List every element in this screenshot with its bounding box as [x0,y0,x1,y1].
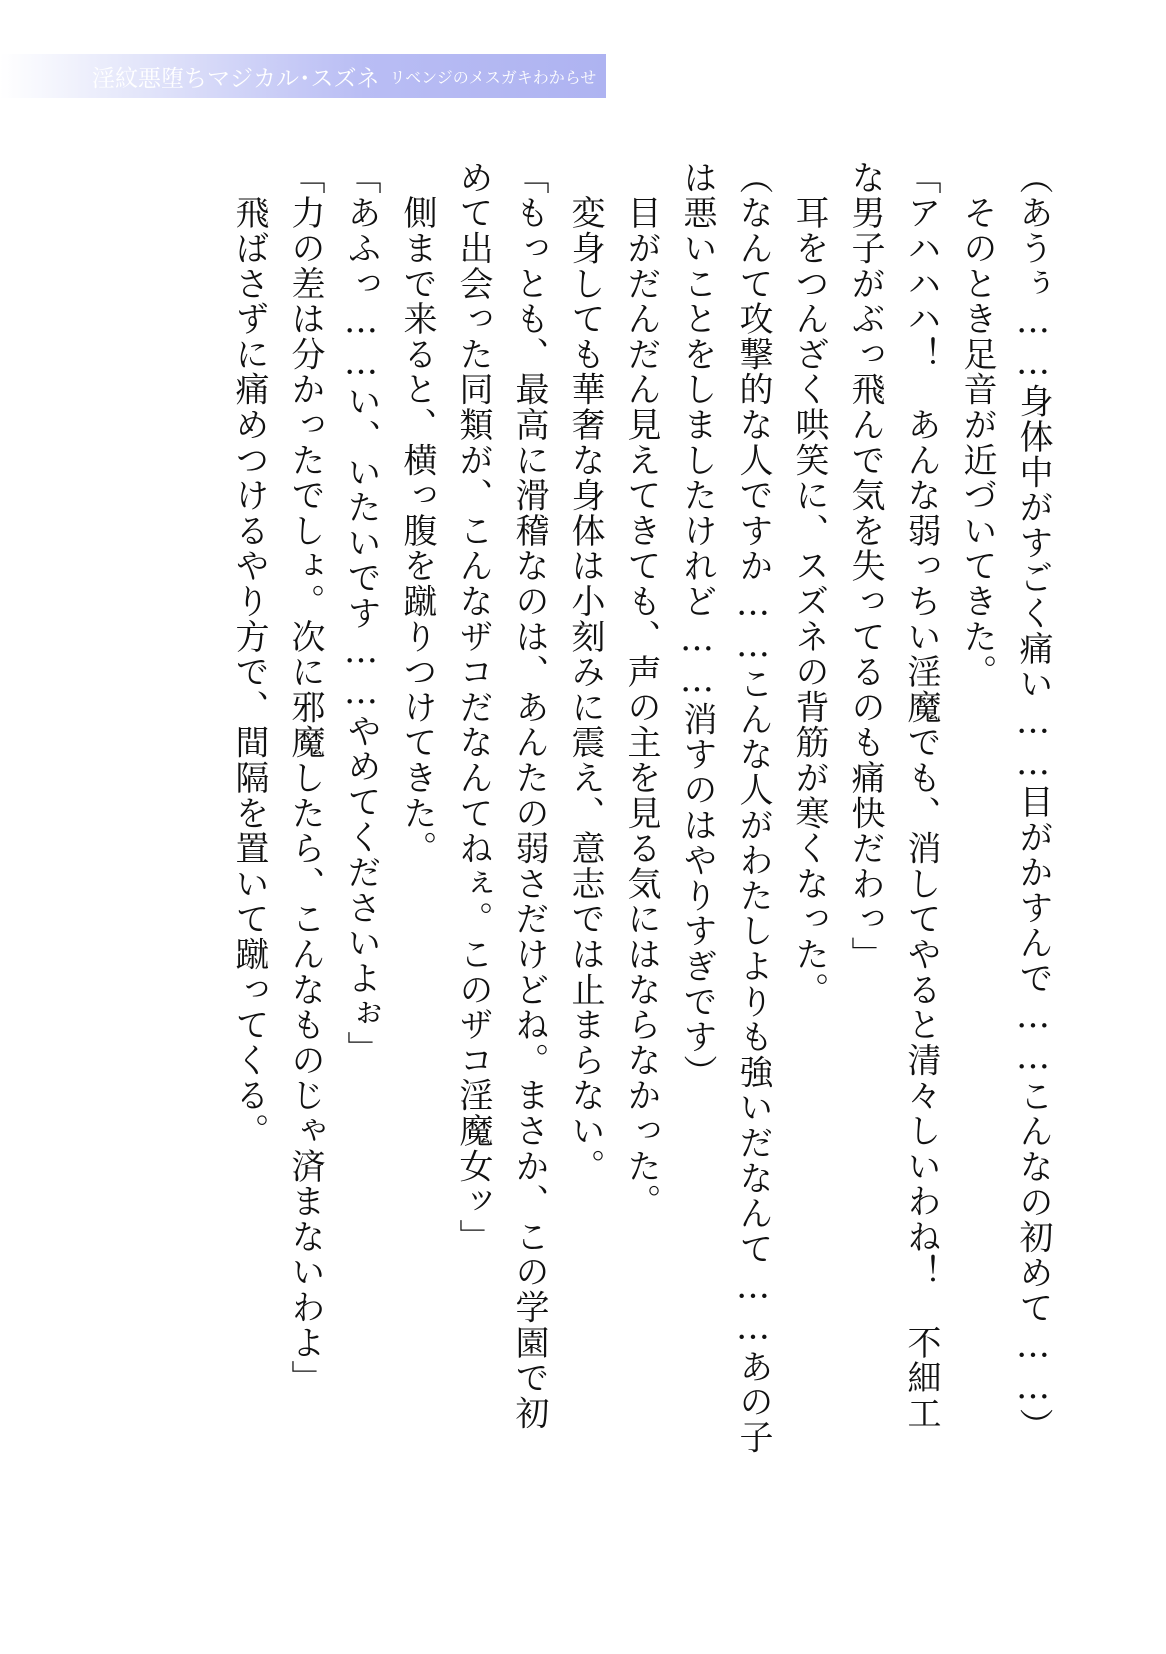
text-line: は悪いことをしましたけれど……消すのはやりすぎです） [677,160,717,1090]
book-subtitle: リベンジのメスガキわからせ [389,67,597,87]
text-line: 「もっとも、最高に滑稽なのは、あんたの弱さだけどね。まさか、この学園で初 [509,160,549,1431]
text-line: めて出会った同類が、こんなザコだなんてねぇ。このザコ淫魔女ッ」 [453,160,493,1255]
text-line: （なんて攻撃的な人ですか……こんな人がわたしよりも強いだなんて……あの子 [733,160,773,1455]
text-line: 飛ばさずに痛めつけるやり方で、間隔を置いて蹴ってくる。 [229,160,269,1149]
text-line: 耳をつんざく哄笑に、スズネの背筋が寒くなった。 [789,160,829,1008]
header-banner [0,54,606,98]
text-line: 「アハハハ！ あんな弱っちい淫魔でも、消してやると清々しいわね！ 不細工 [901,160,941,1431]
text-line: 目がだんだん見えてきても、声の主を見る気にはならなかった。 [621,160,661,1219]
text-line: （あうぅ……身体中がすごく痛い……目がかすんで……こんなの初めて……） [1013,160,1053,1444]
text-line: な男子がぶっ飛んで気を失ってるのも痛快だわっ」 [845,160,885,972]
book-title: 淫紋悪堕ちマジカル･スズネ [92,65,380,92]
text-line: そのとき足音が近づいてきた。 [957,160,997,690]
text-line: 「あふっ……い、いたいです……やめてくださいよぉ」 [341,160,381,1067]
text-line: 「力の差は分かったでしょ。次に邪魔したら、こんなものじゃ済まないわよ」 [285,160,325,1396]
text-line: 変身しても華奢な身体は小刻みに震え、意志では止まらない。 [565,160,605,1184]
text-line: 側まで来ると、横っ腹を蹴りつけてきた。 [397,160,437,866]
